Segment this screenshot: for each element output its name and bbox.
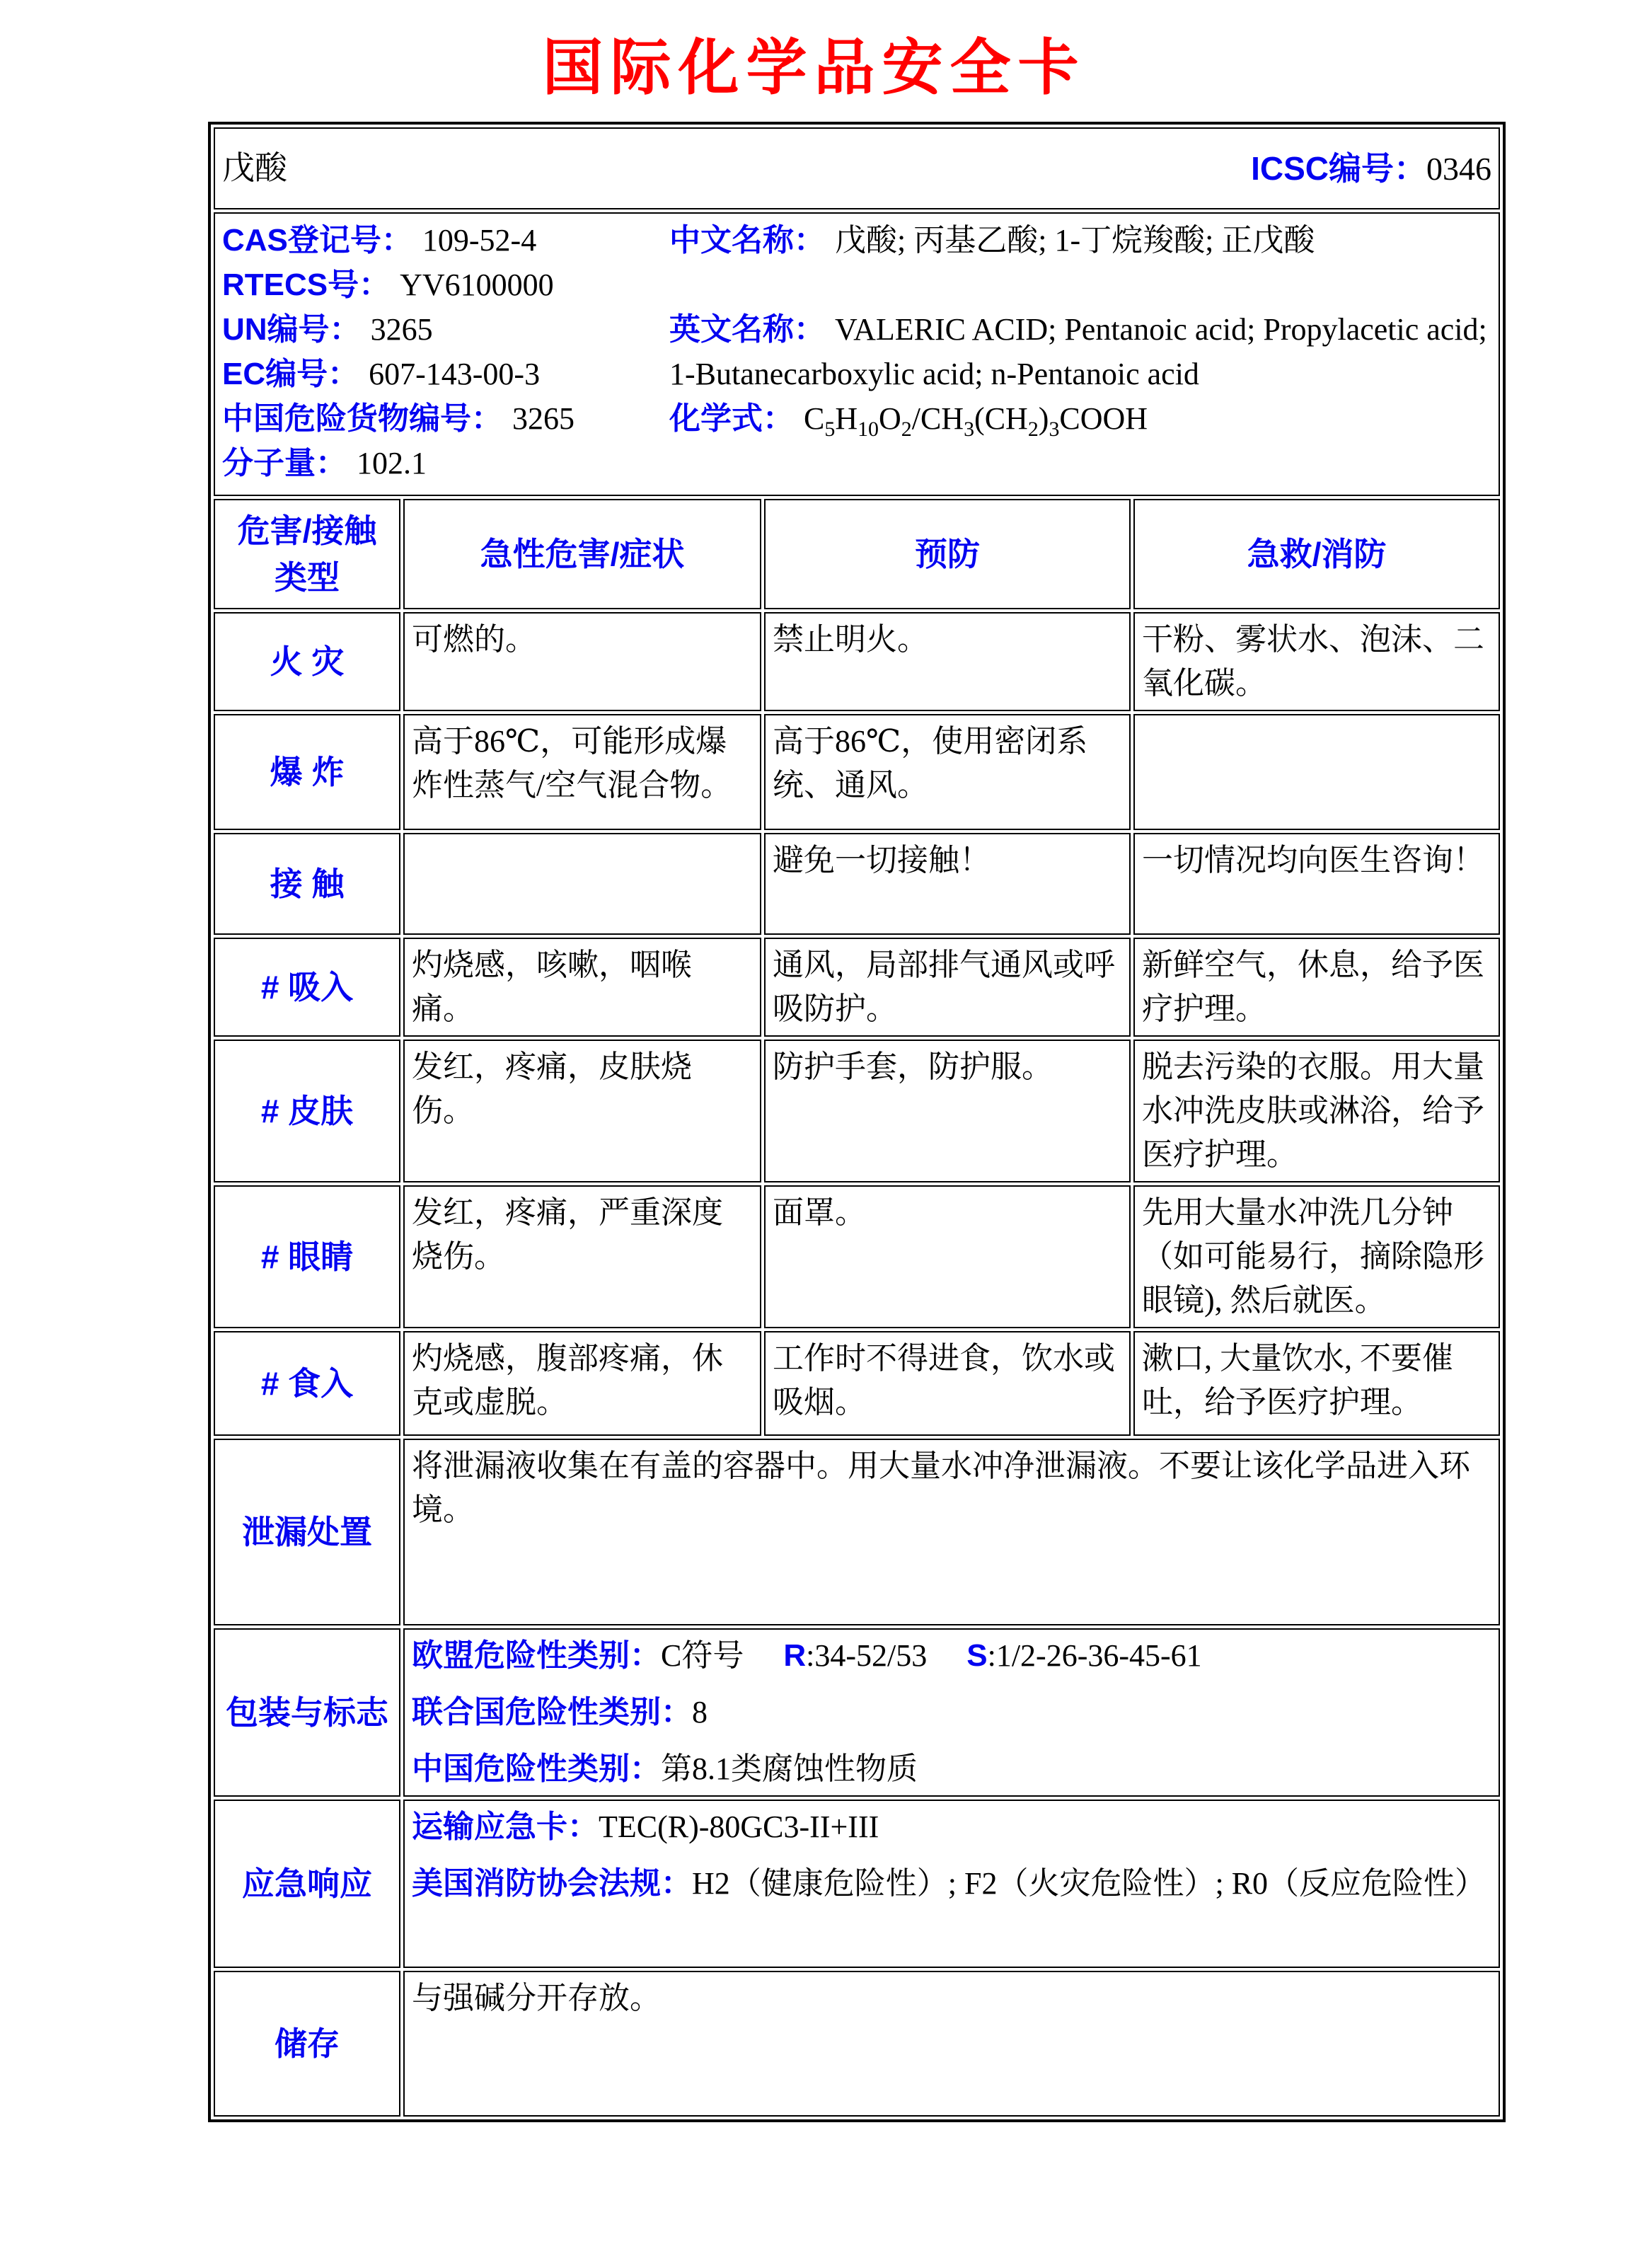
ingestion-row-label: # 食入 bbox=[214, 1331, 400, 1436]
ingestion-response-cell: 漱口, 大量饮水, 不要催吐，给予医疗护理。 bbox=[1133, 1331, 1500, 1436]
emergency-response-label: 应急响应 bbox=[214, 1800, 400, 1968]
china-dg-number-value: 3265 bbox=[512, 401, 575, 436]
emergency-response-row bbox=[214, 1800, 1500, 1968]
english-name-label: 英文名称： bbox=[669, 312, 825, 347]
inhalation-prevention-cell: 通风，局部排气通风或呼吸防护。 bbox=[764, 938, 1131, 1037]
un-number-line bbox=[222, 307, 669, 352]
fire-symptoms-cell: 可燃的。 bbox=[403, 612, 761, 711]
rtecs-number-label: RTECS号： bbox=[222, 267, 391, 302]
un-number-label: UN编号： bbox=[222, 312, 361, 347]
icsc-card bbox=[208, 122, 1506, 2122]
cas-number-value: 109-52-4 bbox=[422, 223, 537, 258]
china-dg-number-line bbox=[222, 396, 669, 441]
identifier-column bbox=[222, 218, 669, 485]
name-band-row bbox=[214, 127, 1500, 209]
contact-prevention-cell: 避免一切接触！ bbox=[764, 833, 1131, 935]
ingestion-prevention-cell: 工作时不得进食，饮水或吸烟。 bbox=[764, 1331, 1131, 1436]
chinese-name-value: 戊酸; 丙基乙酸; 1-丁烷羧酸; 正戊酸 bbox=[835, 223, 1315, 258]
fire-row-label: 火 灾 bbox=[214, 612, 400, 711]
fire-row bbox=[214, 612, 1500, 711]
explosion-prevention-cell: 高于86℃，使用密闭系统、通风。 bbox=[764, 714, 1131, 830]
header-hazard-type-line2: 类型 bbox=[275, 559, 340, 596]
english-name-value: VALERIC ACID; Pentanoic acid; Propylacetic acid; 1-Butanecarboxylic acid; n-Pentanoic acid bbox=[669, 312, 1487, 391]
inhalation-row bbox=[214, 938, 1500, 1037]
icsc-number-group bbox=[1251, 146, 1491, 191]
eyes-row-label: # 眼睛 bbox=[214, 1185, 400, 1328]
ingestion-row bbox=[214, 1331, 1500, 1436]
header-acute-hazards: 急性危害/症状 bbox=[403, 499, 761, 609]
hazard-header-row bbox=[214, 499, 1500, 609]
info-block-row bbox=[214, 212, 1500, 496]
rtecs-number-line bbox=[222, 263, 669, 307]
storage-label: 储存 bbox=[214, 1971, 400, 2117]
storage-row bbox=[214, 1971, 1500, 2117]
ec-number-line bbox=[222, 352, 669, 396]
chinese-name-label: 中文名称： bbox=[669, 223, 825, 258]
packaging-labelling-label: 包装与标志 bbox=[214, 1628, 400, 1797]
inhalation-response-cell: 新鲜空气，休息，给予医疗护理。 bbox=[1133, 938, 1500, 1037]
icsc-number-label: ICSC编号： bbox=[1251, 149, 1427, 187]
contact-symptoms-cell bbox=[403, 833, 761, 935]
chemical-formula-line bbox=[669, 396, 1491, 451]
explosion-response-cell bbox=[1133, 714, 1500, 830]
eyes-prevention-cell: 面罩。 bbox=[764, 1185, 1131, 1328]
eyes-row bbox=[214, 1185, 1500, 1328]
inhalation-row-label: # 吸入 bbox=[214, 938, 400, 1037]
fire-response-cell: 干粉、雾状水、泡沫、二氧化碳。 bbox=[1133, 612, 1500, 711]
english-name-line bbox=[669, 307, 1491, 396]
chemical-formula-value: $C_5H_{10}O_2/CH_3(CH_2)_3COOH$ bbox=[804, 401, 1148, 441]
explosion-row bbox=[214, 714, 1500, 830]
skin-row-label: # 皮肤 bbox=[214, 1040, 400, 1182]
ingestion-symptoms-cell: 灼烧感，腹部疼痛，休克或虚脱。 bbox=[403, 1331, 761, 1436]
skin-symptoms-cell: 发红，疼痛，皮肤烧伤。 bbox=[403, 1040, 761, 1182]
ec-number-value: 607-143-00-3 bbox=[369, 357, 541, 391]
header-hazard-type bbox=[214, 499, 400, 609]
cas-number-line bbox=[222, 218, 669, 263]
packaging-labelling-content bbox=[403, 1628, 1500, 1797]
chinese-name-line bbox=[669, 218, 1491, 263]
molecular-weight-value: 102.1 bbox=[357, 446, 427, 480]
china-dg-number-label: 中国危险货物编号： bbox=[222, 401, 502, 436]
inhalation-symptoms-cell: 灼烧感，咳嗽，咽喉痛。 bbox=[403, 938, 761, 1037]
names-column bbox=[669, 218, 1491, 485]
un-number-value: 3265 bbox=[370, 312, 433, 347]
emergency-lines: 运输应急卡：TEC(R)-80GC3-II+III 美国消防协会法规：H2（健康危险性）; F2（火灾危险性）; R0（反应危险性） bbox=[412, 1809, 1486, 1901]
page-title: 国际化学品安全卡 bbox=[542, 34, 1086, 102]
contact-row-label: 接 触 bbox=[214, 833, 400, 935]
spill-disposal-content: 将泄漏液收集在有盖的容器中。用大量水冲净泄漏液。不要让该化学品进入环境。 bbox=[403, 1439, 1500, 1625]
contact-response-cell: 一切情况均向医生咨询！ bbox=[1133, 833, 1500, 935]
eyes-response-cell: 先用大量水冲洗几分钟（如可能易行，摘除隐形眼镜), 然后就医。 bbox=[1133, 1185, 1500, 1328]
name-band bbox=[222, 146, 1491, 191]
header-hazard-type-line1: 危害/接触 bbox=[237, 512, 377, 549]
fire-prevention-cell: 禁止明火。 bbox=[764, 612, 1131, 711]
molecular-weight-line bbox=[222, 441, 669, 485]
contact-row bbox=[214, 833, 1500, 935]
emergency-response-content bbox=[403, 1800, 1500, 1968]
eyes-symptoms-cell: 发红，疼痛，严重深度烧伤。 bbox=[403, 1185, 761, 1328]
header-first-aid: 急救/消防 bbox=[1133, 499, 1500, 609]
rtecs-number-value: YV6100000 bbox=[400, 267, 554, 302]
info-block bbox=[222, 218, 1491, 485]
packaging-labelling-row bbox=[214, 1628, 1500, 1797]
ec-number-label: EC编号： bbox=[222, 357, 359, 391]
chemical-formula-label: 化学式： bbox=[669, 401, 794, 436]
skin-response-cell: 脱去污染的衣服。用大量水冲洗皮肤或淋浴，给予医疗护理。 bbox=[1133, 1040, 1500, 1182]
packaging-lines: 欧盟危险性类别：C符号 R:34-52/53 S:1/2-26-36-45-61 联合国危险性类别：8 中国危险性类别：第8.1类腐蚀性物质 bbox=[412, 1638, 1202, 1786]
icsc-number-value: 0346 bbox=[1426, 150, 1492, 187]
skin-row bbox=[214, 1040, 1500, 1182]
explosion-symptoms-cell: 高于86℃，可能形成爆炸性蒸气/空气混合物。 bbox=[403, 714, 761, 830]
spill-disposal-label: 泄漏处置 bbox=[214, 1439, 400, 1625]
explosion-row-label: 爆 炸 bbox=[214, 714, 400, 830]
chemical-name: 戊酸 bbox=[222, 150, 287, 186]
cas-number-label: CAS登记号： bbox=[222, 223, 412, 258]
skin-prevention-cell: 防护手套，防护服。 bbox=[764, 1040, 1131, 1182]
info-block-cell bbox=[214, 212, 1500, 496]
storage-content: 与强碱分开存放。 bbox=[403, 1971, 1500, 2117]
name-band-cell bbox=[214, 127, 1500, 209]
spill-disposal-row bbox=[214, 1439, 1500, 1625]
header-prevention: 预防 bbox=[764, 499, 1131, 609]
molecular-weight-label: 分子量： bbox=[222, 446, 347, 480]
